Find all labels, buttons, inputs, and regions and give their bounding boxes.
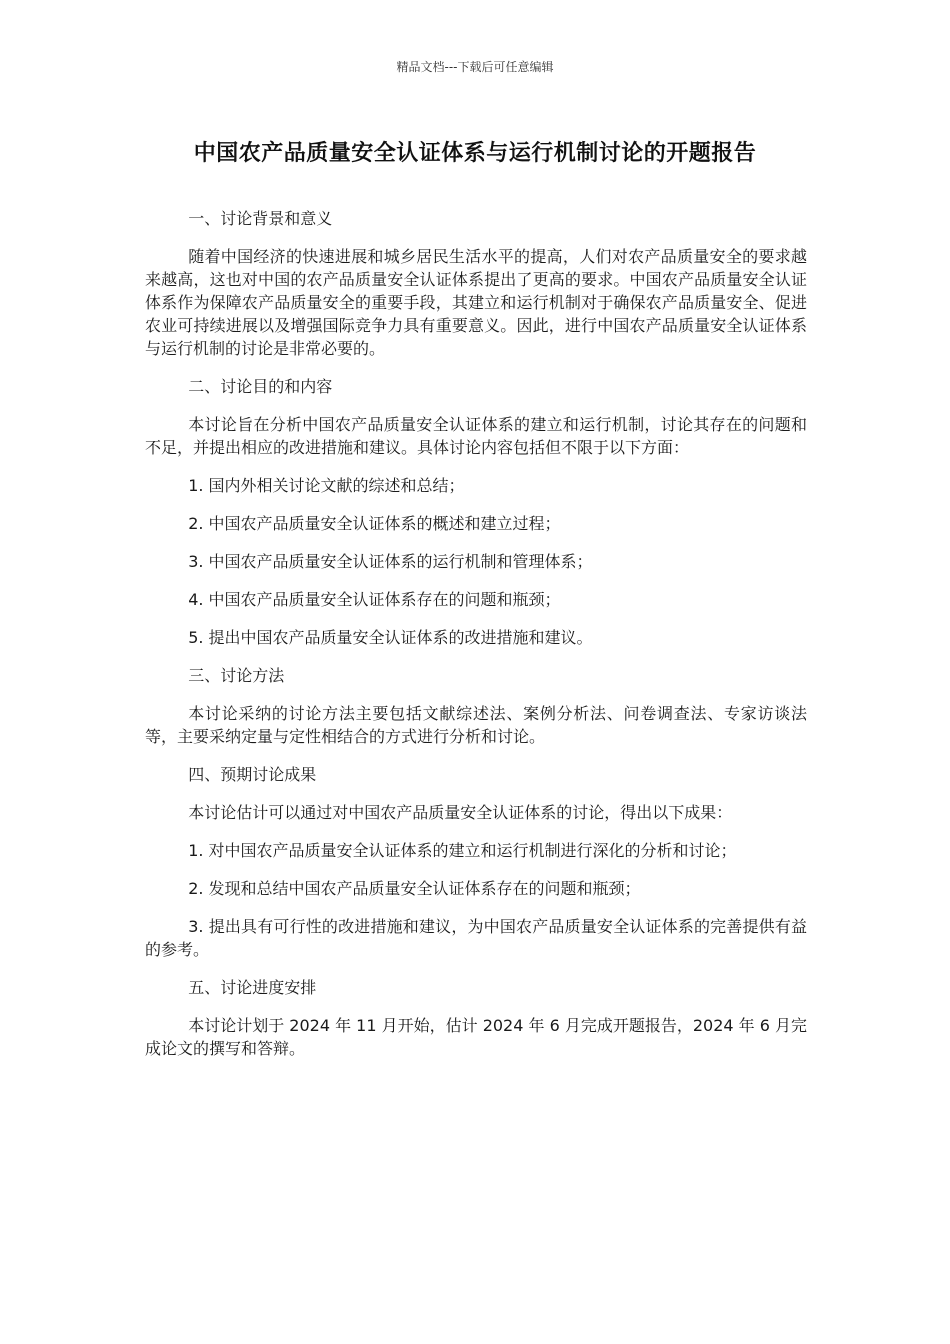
list-item: 3. 提出具有可行性的改进措施和建议，为中国农产品质量安全认证体系的完善提供有益的参考。: [145, 917, 807, 959]
list-item: 5. 提出中国农产品质量安全认证体系的改进措施和建议。: [188, 628, 593, 647]
section-heading-outcomes: 四、预期讨论成果: [188, 765, 317, 784]
list-item: 4. 中国农产品质量安全认证体系存在的问题和瓶颈；: [188, 590, 561, 609]
paragraph-schedule: 本讨论计划于 2024 年 11 月开始，估计 2024 年 6 月完成开题报告，2024 年 6 月完成论文的撰写和答辩。: [145, 1016, 808, 1058]
section-heading-purpose: 二、讨论目的和内容: [188, 377, 333, 396]
list-item: 2. 中国农产品质量安全认证体系的概述和建立过程；: [188, 514, 561, 533]
section-heading-background: 一、讨论背景和意义: [188, 209, 333, 228]
section-heading-methods: 三、讨论方法: [188, 666, 285, 685]
paragraph-methods: 本讨论采纳的讨论方法主要包括文献综述法、案例分析法、问卷调查法、专家访谈法等，主要采纳定量与定性相结合的方式进行分析和讨论。: [145, 704, 807, 746]
paragraph-purpose: 本讨论旨在分析中国农产品质量安全认证体系的建立和运行机制，讨论其存在的问题和不足，并提出相应的改进措施和建议。具体讨论内容包括但不限于以下方面：: [145, 415, 807, 457]
header-note: 精品文档---下载后可任意编辑: [396, 60, 554, 74]
document-body: [145, 207, 807, 1075]
document-title: 中国农产品质量安全认证体系与运行机制讨论的开题报告: [193, 141, 757, 166]
list-item: 3. 中国农产品质量安全认证体系的运行机制和管理体系；: [188, 552, 593, 571]
section-heading-schedule: 五、讨论进度安排: [188, 978, 317, 997]
paragraph-background: 随着中国经济的快速进展和城乡居民生活水平的提高，人们对农产品质量安全的要求越来越高，这也对中国的农产品质量安全认证体系提出了更高的要求。中国农产品质量安全认证体系作为保障农产品质量安全的重要手段，其建立和运行机制对于确保农产品质量安全、促进农业可持续进展以及增强国际竞争力具有重要意义。因此，进行中国农产品质量安全认证体系与运行机制的讨论是非常必要的。: [145, 247, 807, 358]
list-item: 2. 发现和总结中国农产品质量安全认证体系存在的问题和瓶颈；: [188, 879, 641, 898]
list-item: 1. 国内外相关讨论文献的综述和总结；: [188, 476, 465, 495]
paragraph-outcomes: 本讨论估计可以通过对中国农产品质量安全认证体系的讨论，得出以下成果：: [188, 803, 733, 822]
list-item: 1. 对中国农产品质量安全认证体系的建立和运行机制进行深化的分析和讨论；: [188, 841, 737, 860]
